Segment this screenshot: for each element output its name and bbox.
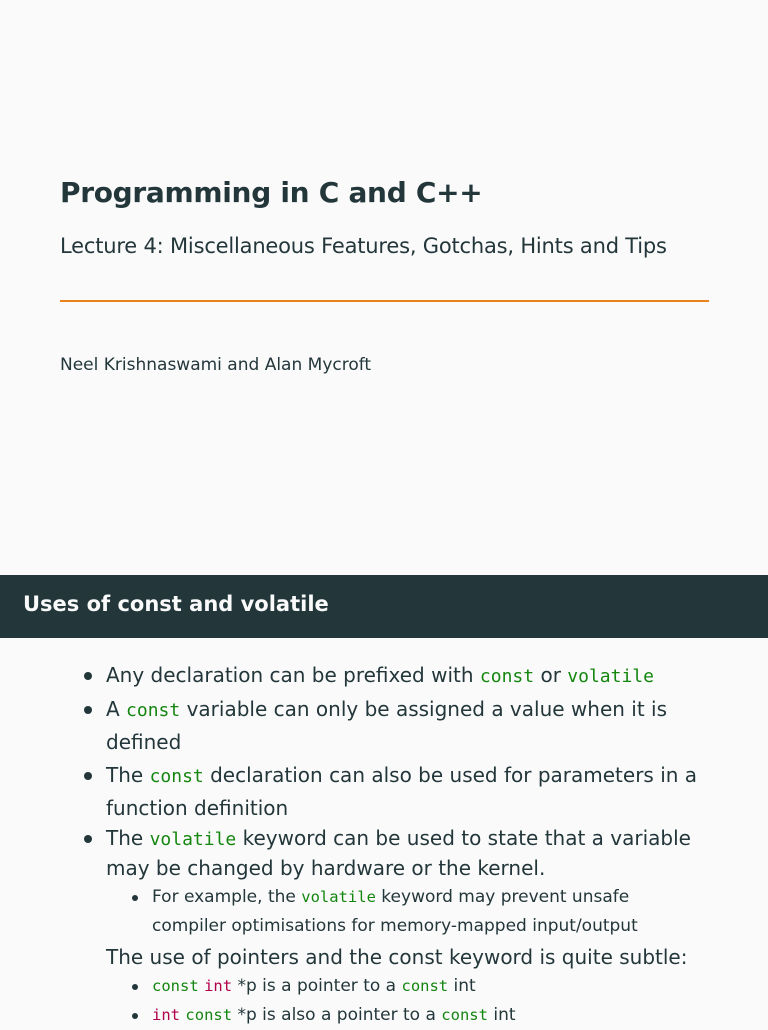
bullet-text: keyword can be used to state that a variable	[236, 826, 691, 850]
bullet-2-line-2: defined	[106, 730, 182, 754]
bullet-text: or	[534, 663, 568, 687]
code-int: int	[204, 977, 233, 995]
authors: Neel Krishnaswami and Alan Mycroft	[60, 355, 372, 375]
sub-bullet-1-line-2: compiler optimisations for memory-mapped input/output	[152, 916, 638, 936]
bullet-dot	[84, 835, 92, 843]
presentation-title: Programming in C and C++	[60, 176, 483, 209]
bullet-4-line-1	[106, 822, 691, 856]
title-divider	[60, 300, 709, 302]
bullet-text: The	[106, 826, 150, 850]
code-volatile: volatile	[567, 666, 654, 687]
code-const: const	[479, 666, 535, 687]
sub-bullet-2	[152, 972, 476, 1001]
bullet-text: keyword may prevent unsafe	[375, 887, 630, 907]
bullet-dot	[84, 772, 92, 780]
bullet-text: A	[106, 697, 127, 721]
sub-bullet-dot	[132, 895, 138, 901]
code-const: const	[152, 977, 199, 995]
sub-bullet-dot	[132, 1013, 138, 1019]
bullet-text: *p is a pointer to a	[237, 976, 402, 996]
bullet-text: declaration can also be used for parameters in a	[203, 763, 698, 787]
bullet-3-line-1	[106, 759, 697, 793]
bullet-3-line-2: function definition	[106, 796, 289, 820]
frame-header	[0, 575, 768, 638]
code-int: int	[152, 1006, 180, 1024]
code-volatile: volatile	[301, 888, 376, 906]
pointers-intro: The use of pointers and the const keyword is quite subtle:	[106, 945, 688, 969]
sub-bullet-3	[152, 1001, 516, 1030]
bullet-text: Any declaration can be prefixed with	[106, 663, 480, 687]
bullet-text: For example, the	[152, 887, 302, 907]
code-const: const	[441, 1006, 488, 1024]
code-const: const	[401, 977, 449, 995]
bullet-text: int	[487, 1005, 516, 1025]
bullet-dot	[84, 672, 92, 680]
bullet-text: variable can only be assigned a value when it is	[180, 697, 668, 721]
bullet-1	[106, 659, 654, 693]
code-const: const	[126, 700, 181, 721]
bullet-dot	[84, 706, 92, 714]
frame-title: Uses of const and volatile	[23, 592, 329, 616]
bullet-text: The	[106, 763, 150, 787]
sub-bullet-1-line-1	[152, 883, 629, 912]
code-const: const	[185, 1006, 233, 1024]
bullet-2-line-1	[106, 693, 667, 727]
bullet-text: *p is also a pointer to a	[237, 1005, 442, 1025]
lecture-subtitle: Lecture 4: Miscellaneous Features, Gotchas, Hints and Tips	[60, 234, 667, 258]
bullet-text: int	[448, 976, 476, 996]
sub-bullet-dot	[132, 984, 138, 990]
code-volatile: volatile	[149, 829, 237, 850]
code-const: const	[149, 766, 204, 787]
bullet-4-line-2: may be changed by hardware or the kernel.	[106, 856, 546, 880]
